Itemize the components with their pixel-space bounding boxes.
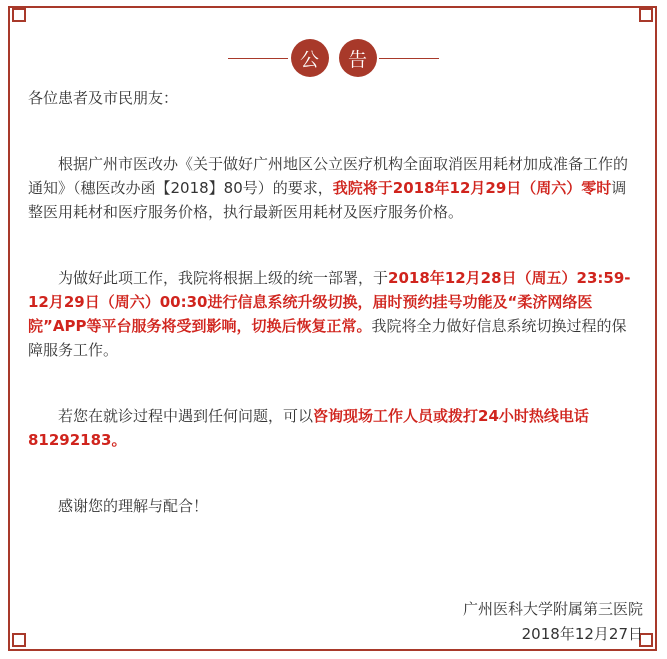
frame-corner-decoration <box>12 8 26 22</box>
paragraph-thanks: 感谢您的理解与配合！ <box>58 497 209 515</box>
paragraph-text: 我院将全力做好信息系统切换过程的保障服务工作。 <box>28 317 627 359</box>
notice-title <box>0 38 667 78</box>
notice-date: 2018年12月27日 <box>521 625 643 643</box>
title-badge-char: 公 <box>291 39 329 77</box>
title-divider-right <box>379 58 439 59</box>
greeting: 各位患者及市民朋友： <box>28 89 179 107</box>
paragraph-text: 根据广州市医改办《关于做好广州地区公立医疗机构全面取消医用耗材加成准备工作的通知》（穗医改办函【2018】80号）的要求， <box>28 155 629 197</box>
paragraph-text: 为做好此项工作，我院将根据上级的统一部署，于 <box>58 269 389 287</box>
notice-body <box>28 86 640 560</box>
highlight-text: 咨询现场工作人员或拨打24小时热线电话81292183。 <box>28 407 589 449</box>
hospital-name: 广州医科大学附属第三医院 <box>462 600 643 618</box>
paragraph-hotline <box>28 404 640 452</box>
paragraph-text: 若您在就诊过程中遇到任何问题，可以 <box>58 407 314 425</box>
paragraph-system-upgrade <box>28 266 640 362</box>
title-divider-left <box>228 58 288 59</box>
frame-corner-decoration <box>639 8 653 22</box>
signature-block <box>463 597 643 647</box>
frame-corner-decoration <box>12 633 26 647</box>
highlight-text: 2018年12月28日（周五）23:59-12月29日（周六）00:30进行信息系统升级切换，届时预约挂号功能及“柔济网络医院”APP等平台服务将受到影响，切换后恢复正常。 <box>28 269 631 335</box>
highlight-text: 我院将于2018年12月29日（周六）零时 <box>332 179 612 197</box>
paragraph-price-adjustment <box>28 152 640 224</box>
title-badge-char: 告 <box>339 39 377 77</box>
paragraph-text: 调整医用耗材和医疗服务价格，执行最新医用耗材及医疗服务价格。 <box>28 179 627 221</box>
